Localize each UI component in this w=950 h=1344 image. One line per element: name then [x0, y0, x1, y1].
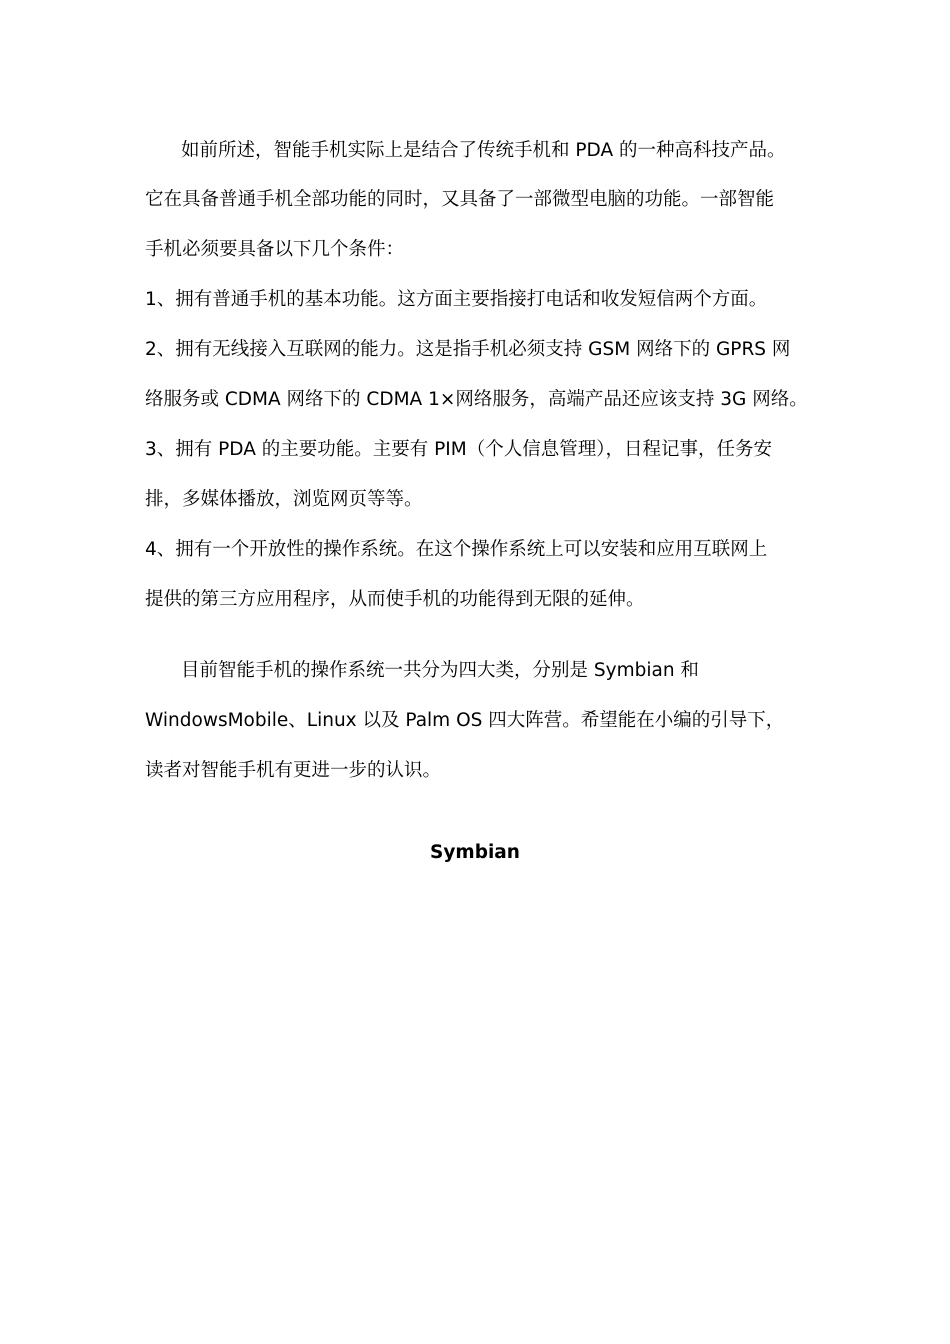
section-heading: Symbian [430, 842, 520, 863]
condition-3-line-1: 3、拥有 PDA 的主要功能。主要有 PIM（个人信息管理），日程记事，任务安 [145, 439, 772, 460]
condition-2-line-1: 2、拥有无线接入互联网的能力。这是指手机必须支持 GSM 网络下的 GPRS 网 [145, 339, 791, 360]
os-paragraph-line-2: WindowsMobile、Linux 以及 Palm OS 四大阵营。希望能在小编的引导下， [145, 710, 785, 731]
os-paragraph-line-1: 目前智能手机的操作系统一共分为四大类，分别是 Symbian 和 [181, 660, 699, 681]
condition-2-line-2: 络服务或 CDMA 网络下的 CDMA 1×网络服务，高端产品还应该支持 3G 网络。 [145, 389, 808, 410]
condition-4-line-2: 提供的第三方应用程序，从而使手机的功能得到无限的延伸。 [145, 589, 645, 610]
condition-4-line-1: 4、拥有一个开放性的操作系统。在这个操作系统上可以安装和应用互联网上 [145, 539, 768, 560]
intro-paragraph-line-1: 如前所述，智能手机实际上是结合了传统手机和 PDA 的一种高科技产品。 [181, 140, 786, 161]
condition-1-line-1: 1、拥有普通手机的基本功能。这方面主要指接打电话和收发短信两个方面。 [145, 289, 768, 310]
condition-3-line-2: 排，多媒体播放，浏览网页等等。 [145, 489, 423, 510]
intro-paragraph-line-2: 它在具备普通手机全部功能的同时，又具备了一部微型电脑的功能。一部智能 [145, 189, 775, 210]
os-paragraph-line-3: 读者对智能手机有更进一步的认识。 [145, 760, 442, 781]
intro-paragraph-line-3: 手机必须要具备以下几个条件： [145, 239, 405, 260]
